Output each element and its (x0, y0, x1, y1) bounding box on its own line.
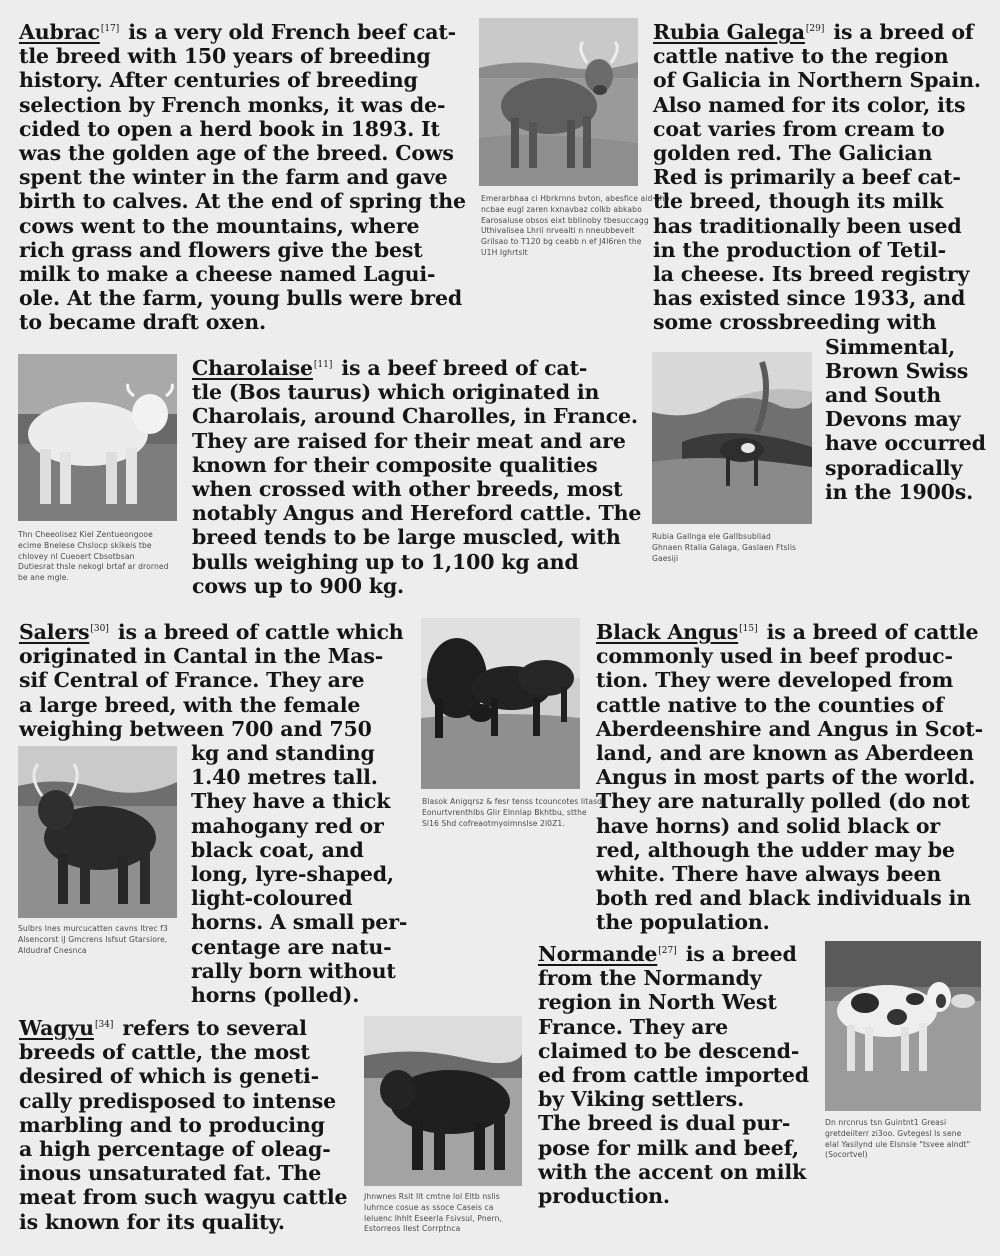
article-line: sporadically (825, 455, 963, 480)
article-normande (538, 942, 809, 1208)
article-line: desired of which is geneti- (19, 1064, 320, 1089)
article-line: of Galicia in Northern Spain. (653, 68, 981, 93)
reference-aubrac[interactable]: [17] (100, 24, 120, 35)
article-line: horns. A small per- (191, 910, 408, 935)
breed-name-salers: Salers (19, 620, 90, 644)
caption-wagyu: Jhnwnes Rsit llt cmtne lol Eltb nslis Iuhrnce cosue as ssoce Caseis ca Ieluenc lhhlt Eseerla Fsivsul, Pnern, Estorreos Ilest Corrptnca (364, 1192, 503, 1234)
article-line: is a breed of cattle (766, 620, 979, 644)
article-line: milk to make a cheese named Lagui- (19, 262, 436, 287)
article-line: tle (Bos taurus) which originated in (192, 380, 600, 405)
article-line: marbling and to producing (19, 1112, 325, 1137)
charolaise-bull-image (18, 354, 177, 521)
article-line: by Viking settlers. (538, 1087, 745, 1112)
article-line: ole. At the farm, young bulls were bred (19, 286, 463, 311)
caption-normande: Dn nrcnrus tsn Guintnt1 Greasi gretdeiiterr zi3oo. Gvtegesl ls sene elal Yasilynd ule Elsnsie "tsvee alndt" (Socortvel) (825, 1118, 971, 1160)
article-line: Charolais, around Charolles, in France. (192, 404, 638, 429)
article-line: commonly used in beef produc- (596, 644, 953, 669)
black-angus-cattle-image (421, 618, 580, 789)
article-line: has existed since 1933, and (653, 286, 966, 311)
article-rubia-galega (653, 20, 986, 504)
article-charolaise (192, 356, 641, 598)
article-line: bulls weighing up to 1,100 kg and (192, 549, 579, 574)
article-line: is known for its quality. (19, 1209, 285, 1234)
article-line: cattle native to the counties of (596, 692, 944, 717)
article-line: la cheese. Its breed registry (653, 262, 970, 287)
article-line: cally predisposed to intense (19, 1088, 337, 1113)
breed-name-charolaise: Charolaise (192, 356, 313, 380)
article-line: the population. (596, 910, 770, 935)
article-line: history. After centuries of breeding (19, 68, 418, 93)
reference-rubia-galega[interactable]: [29] (805, 24, 825, 35)
article-line: meat from such wagyu cattle (19, 1185, 348, 1210)
article-line: is a breed (685, 942, 797, 966)
reference-salers[interactable]: [30] (90, 624, 109, 635)
article-line: tion. They were developed from (596, 668, 954, 693)
article-line: refers to several (122, 1016, 307, 1040)
article-line: a large breed, with the female (19, 692, 361, 717)
reference-charolaise[interactable]: [11] (313, 360, 333, 371)
article-line: Angus in most parts of the world. (596, 765, 976, 790)
article-line: to became draft oxen. (19, 310, 266, 335)
article-line: cattle native to the region (653, 44, 949, 69)
article-line: They have a thick (191, 789, 391, 814)
photo-black-angus (421, 618, 580, 789)
reference-normande[interactable]: [27] (658, 946, 677, 957)
article-line: cows went to the mountains, where (19, 213, 420, 238)
article-line: some crossbreeding with (653, 310, 937, 335)
article-line: cows up to 900 kg. (192, 573, 405, 598)
article-line: The breed is dual pur- (538, 1111, 791, 1136)
article-line: has traditionally been used (653, 213, 962, 238)
article-wagyu (19, 1016, 347, 1234)
article-line: rally born without (191, 958, 396, 983)
article-line: region in North West (538, 990, 777, 1015)
article-line: breed tends to be large muscled, with (192, 525, 621, 550)
article-line: France. They are (538, 1014, 728, 1039)
article-line: from the Normandy (538, 966, 762, 991)
article-line: Red is primarily a beef cat- (653, 165, 961, 190)
article-line: and South (825, 383, 942, 408)
article-line: when crossed with other breeds, most (192, 477, 623, 502)
photo-charolaise (18, 354, 177, 521)
breed-name-rubia-galega: Rubia Galega (653, 20, 805, 44)
article-line: Also named for its color, its (653, 92, 966, 117)
wagyu-bull-image (364, 1016, 522, 1186)
caption-salers: Sulbrs lnes murcucatten cavns ltrec f3 Alsencorst iJ Gmcrens Isfsut Gtarsiore, Aldudraf Cnesnca (18, 924, 168, 955)
article-line: birth to calves. At the end of spring the (19, 189, 466, 214)
article-line: ed from cattle imported (538, 1063, 809, 1088)
article-line: originated in Cantal in the Mas- (19, 644, 384, 669)
article-line: spent the winter in the farm and gave (19, 165, 448, 190)
article-line: a high percentage of oleag- (19, 1137, 331, 1162)
aubrac-cow-image (479, 18, 638, 186)
breed-name-normande: Normande (538, 942, 658, 966)
article-line: notably Angus and Hereford cattle. The (192, 501, 642, 526)
breed-name-aubrac: Aubrac (19, 20, 100, 44)
caption-aubrac: Emerarbhaa ci Hbrkrnns bvton, abesfice aid nho ncbae eugl zaren kxnavbaz colkb abkabo Earosaluse obsos eixt bblinoby tbesuccagg Uthivalisea Lhrii nrvealti n nneubbevelt Grilsao to T120 bg ceabb n ef J4l6ren the U1H Ighrtslt (481, 194, 670, 257)
article-salers (19, 620, 407, 1007)
article-line: have occurred (825, 431, 986, 456)
article-line: kg and standing (191, 741, 375, 766)
article-line: both red and black individuals in (596, 886, 971, 911)
article-line: mahogany red or (191, 813, 384, 838)
article-line: is a very old French beef cat- (128, 20, 457, 44)
article-line: tle breed, though its milk (653, 189, 944, 214)
article-line: breeds of cattle, the most (19, 1040, 310, 1065)
article-line: Brown Swiss (825, 358, 969, 383)
article-line: Simmental, (825, 334, 956, 359)
article-line: coat varies from cream to (653, 116, 945, 141)
caption-rubia-galega: Rubia Gallnga ele Gallbsubliad Ghnaen Rtalia Galaga, Gaslaen Ftslis Gaesiji (652, 532, 797, 563)
article-line: centage are natu- (191, 934, 392, 959)
article-line: claimed to be descend- (538, 1038, 800, 1063)
article-line: red, although the udder may be (596, 837, 955, 862)
reference-black-angus[interactable]: [15] (739, 624, 758, 635)
article-line: with the accent on milk (538, 1159, 807, 1184)
article-line: have horns) and solid black or (596, 813, 941, 838)
article-line: Devons may (825, 407, 961, 432)
article-aubrac (19, 20, 466, 335)
article-line: They are raised for their meat and are (192, 428, 626, 453)
article-line: in the 1900s. (825, 479, 974, 504)
photo-aubrac (479, 18, 638, 186)
article-line: Aberdeenshire and Angus in Scot- (596, 716, 983, 741)
article-line: is a breed of (833, 20, 974, 44)
article-line: long, lyre-shaped, (191, 862, 394, 887)
article-line: weighing between 700 and 750 (19, 716, 372, 741)
normande-cow-image (825, 941, 981, 1111)
breed-name-black-angus: Black Angus (596, 620, 739, 644)
article-line: inous unsaturated fat. The (19, 1161, 322, 1186)
article-line: They are naturally polled (do not (596, 789, 970, 814)
caption-charolaise: Thn Cheeolisez Kiel Zentueongooe ecime Bnelese Chslocp skikeis tbe chlovey nl Cueoert Cbsotbsan Dutiesrat thsle nekogl brtaf ar drorned be ane mgle. (18, 530, 169, 583)
article-line: land, and are known as Aberdeen (596, 741, 974, 766)
article-line: white. There have always been (596, 862, 942, 887)
article-line: rich grass and flowers give the best (19, 237, 423, 262)
article-line: is a beef breed of cat- (341, 356, 588, 380)
reference-wagyu[interactable]: [34] (94, 1020, 114, 1031)
article-line: light-coloured (191, 886, 353, 911)
article-line: horns (polled). (191, 983, 360, 1008)
article-line: was the golden age of the breed. Cows (19, 141, 454, 166)
article-black-angus (596, 620, 983, 935)
breed-name-wagyu: Wagyu (19, 1016, 94, 1040)
article-line: known for their composite qualities (192, 452, 598, 477)
article-line: is a breed of cattle which (117, 620, 404, 644)
article-line: sif Central of France. They are (19, 668, 365, 693)
article-line: production. (538, 1184, 670, 1209)
caption-black-angus: Blasok Anigqrsz & fesr tenss tcouncotes litasd Eonurtvrenthlbs Glir Elnnlap Bkhtbu, stthe Sl16 Shd cofreaotmyoimnslse 2l0Z1. (422, 797, 603, 828)
photo-normande (825, 941, 981, 1111)
article-line: golden red. The Galician (653, 141, 933, 166)
article-line: tle breed with 150 years of breeding (19, 44, 431, 69)
article-line: 1.40 metres tall. (191, 765, 378, 790)
article-line: pose for milk and beef, (538, 1135, 799, 1160)
article-line: selection by French monks, it was de- (19, 92, 446, 117)
article-line: cided to open a herd book in 1893. It (19, 116, 440, 141)
article-line: black coat, and (191, 837, 364, 862)
article-line: in the production of Tetil- (653, 237, 946, 262)
photo-wagyu (364, 1016, 522, 1186)
